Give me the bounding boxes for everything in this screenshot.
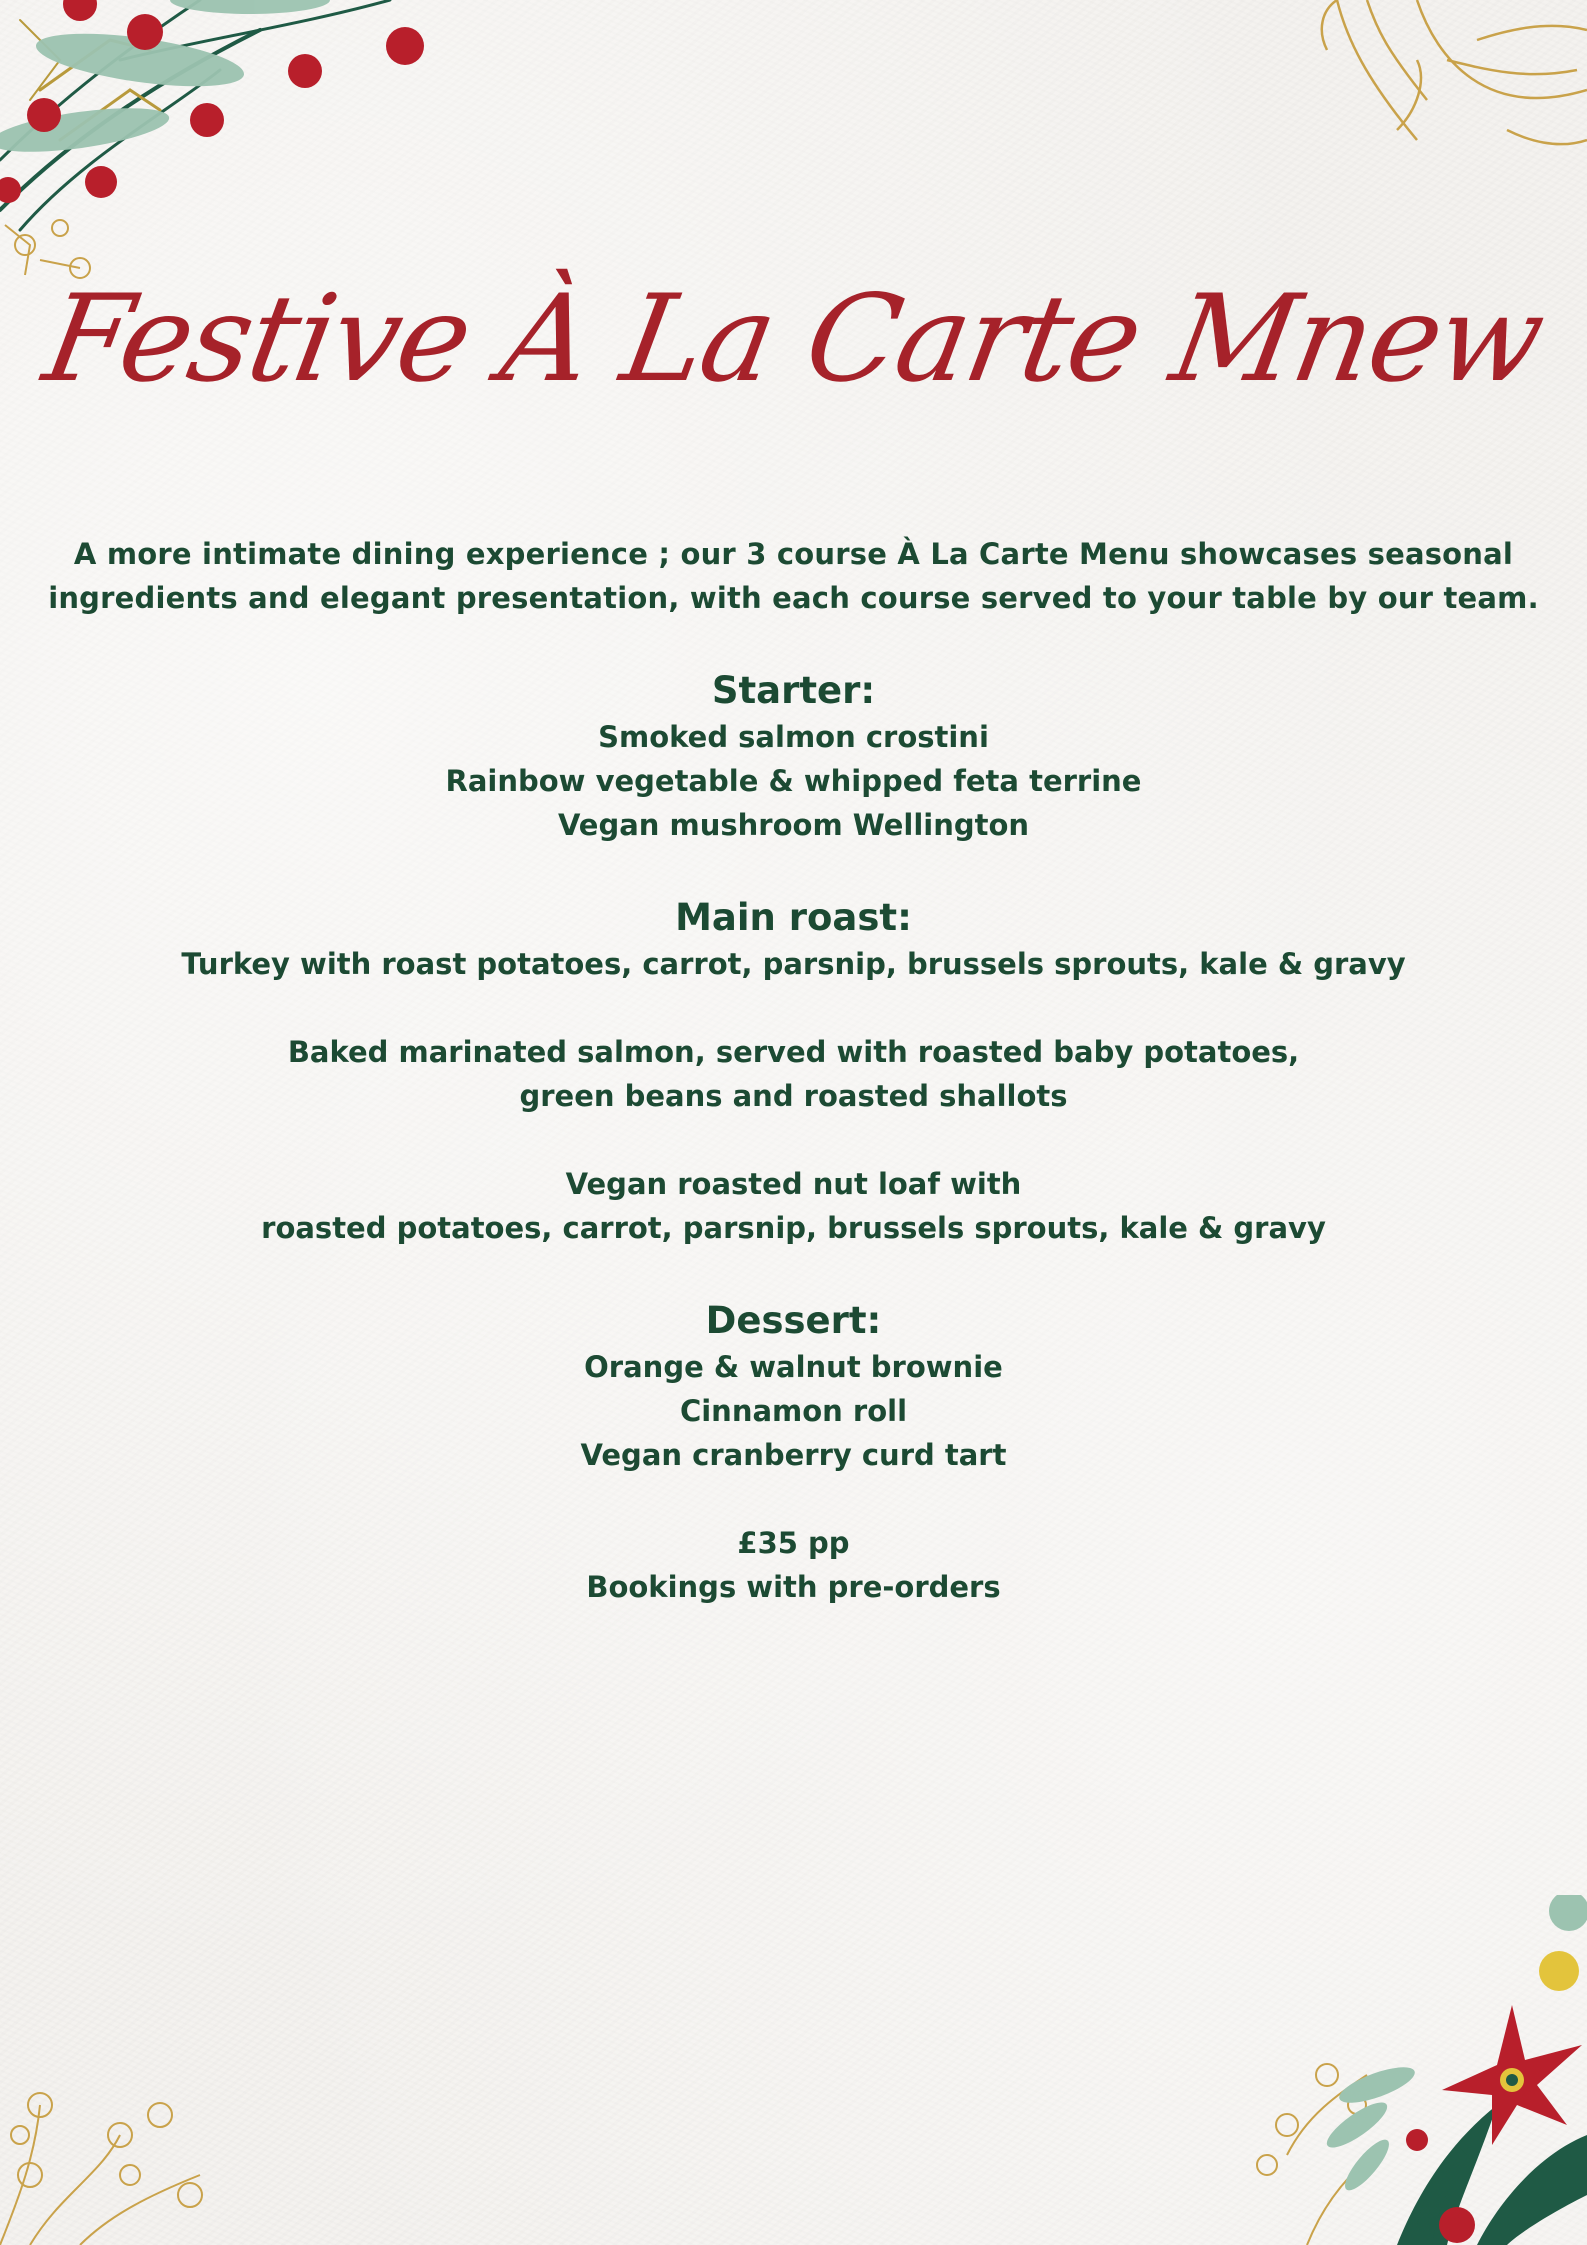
menu-body [0,532,1587,1609]
main-option-vegan: Vegan roasted nut loaf with [565,1167,1022,1201]
booking-note: Bookings with pre-orders [586,1570,1001,1604]
main-option-turkey: Turkey with roast potatoes, carrot, parsnip, brussels sprouts, kale & gravy [181,947,1406,981]
dessert-item: Orange & walnut brownie [584,1350,1003,1384]
main-option-salmon: green beans and roasted shallots [519,1079,1068,1113]
main-option-salmon: Baked marinated salmon, served with roasted baby potatoes, [287,1035,1300,1069]
main-heading: Main roast: [675,896,912,939]
main-option-vegan: roasted potatoes, carrot, parsnip, brussels sprouts, kale & gravy [261,1211,1326,1245]
intro-line: A more intimate dining experience ; our 3 course À La Carte Menu showcases seasonal [73,537,1514,571]
dessert-heading: Dessert: [705,1299,882,1342]
gold-floral-corner-decoration [0,2075,230,2245]
price: £35 pp [737,1526,850,1560]
poinsettia-corner-decoration [1247,1895,1587,2245]
menu-title: Festive À La Carte Mnew [34,270,1553,410]
dessert-item: Cinnamon roll [679,1394,908,1428]
dessert-item: Vegan cranberry curd tart [580,1438,1007,1472]
gold-leaf-corner-decoration [1307,0,1587,160]
starter-item: Rainbow vegetable & whipped feta terrine [445,764,1142,798]
starter-heading: Starter: [711,669,876,712]
intro-line: ingredients and elegant presentation, with each course served to your table by our team. [48,581,1539,615]
starter-item: Vegan mushroom Wellington [557,808,1030,842]
starter-item: Smoked salmon crostini [598,720,989,754]
